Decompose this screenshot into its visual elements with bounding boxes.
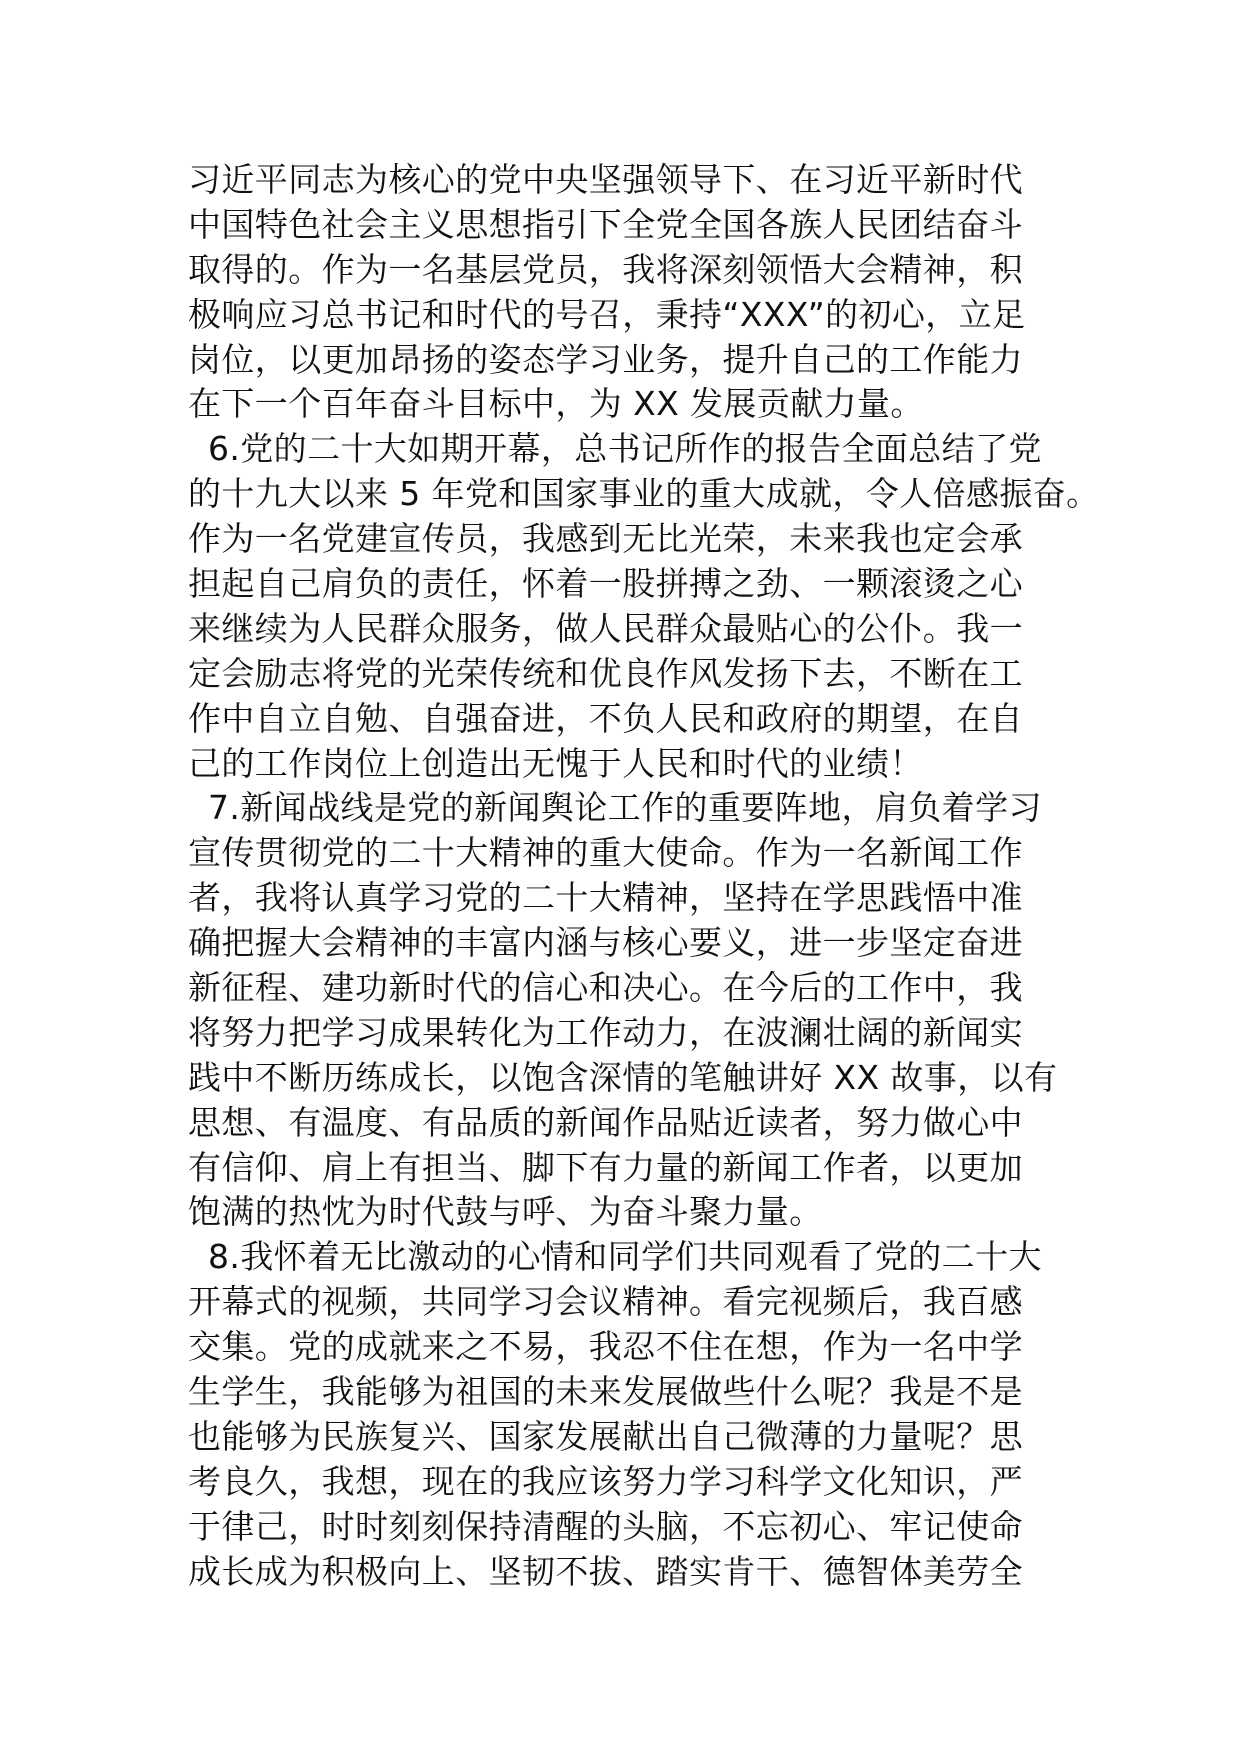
text-line: 新征程、建功新时代的信心和决心。在今后的工作中，我 <box>188 968 1023 1008</box>
paragraph-continued <box>188 158 1054 427</box>
text-line: 饱满的热忱为时代鼓与呼、为奋斗聚力量。 <box>188 1192 823 1232</box>
paragraph-7 <box>188 786 1058 1235</box>
text-line: 开幕式的视频，共同学习会议精神。看完视频后，我百感 <box>188 1282 1023 1322</box>
text-line: 于律己，时时刻刻保持清醒的头脑，不忘初心、牢记使命 <box>188 1506 1023 1546</box>
text-line: 8.我怀着无比激动的心情和同学们共同观看了党的二十大 <box>208 1237 1042 1277</box>
text-line: 6.党的二十大如期开幕，总书记所作的报告全面总结了党 <box>208 429 1042 469</box>
text-line: 中国特色社会主义思想指引下全党全国各族人民团结奋斗 <box>188 204 1023 244</box>
paragraph-8 <box>188 1235 1054 1594</box>
text-line: 成长成为积极向上、坚韧不拔、踏实肯干、德智体美劳全 <box>188 1551 1023 1591</box>
text-line: 思想、有温度、有品质的新闻作品贴近读者，努力做心中 <box>188 1102 1023 1142</box>
text-line: 将努力把学习成果转化为工作动力，在波澜壮阔的新闻实 <box>188 1012 1023 1052</box>
text-line: 考良久，我想，现在的我应该努力学习科学文化知识，严 <box>188 1461 1023 1501</box>
text-line: 担起自己肩负的责任，怀着一股拼搏之劲、一颗滚烫之心 <box>188 564 1023 604</box>
text-line: 交集。党的成就来之不易，我忍不住在想，作为一名中学 <box>188 1327 1023 1367</box>
text-line: 确把握大会精神的丰富内涵与核心要义，进一步坚定奋进 <box>188 923 1023 963</box>
paragraph-6 <box>188 427 1100 786</box>
text-line: 者，我将认真学习党的二十大精神，坚持在学思践悟中准 <box>188 878 1023 918</box>
text-line: 岗位，以更加昂扬的姿态学习业务，提升自己的工作能力 <box>188 339 1023 379</box>
text-line: 生学生，我能够为祖国的未来发展做些什么呢？我是不是 <box>188 1372 1023 1412</box>
text-line: 极响应习总书记和时代的号召，秉持“XXX”的初心，立足 <box>188 294 1026 334</box>
text-line: 作为一名党建宣传员，我感到无比光荣，未来我也定会承 <box>188 519 1023 559</box>
text-line: 己的工作岗位上创造出无愧于人民和时代的业绩！ <box>188 743 923 783</box>
text-line: 7.新闻战线是党的新闻舆论工作的重要阵地，肩负着学习 <box>208 788 1042 828</box>
text-line: 也能够为民族复兴、国家发展献出自己微薄的力量呢？思 <box>188 1416 1023 1456</box>
text-line: 作中自立自勉、自强奋进，不负人民和政府的期望，在自 <box>188 698 1023 738</box>
text-line: 宣传贯彻党的二十大精神的重大使命。作为一名新闻工作 <box>188 833 1023 873</box>
text-line: 习近平同志为核心的党中央坚强领导下、在习近平新时代 <box>188 160 1023 199</box>
document-body <box>188 158 1100 1595</box>
text-line: 来继续为人民群众服务，做人民群众最贴心的公仆。我一 <box>188 608 1023 648</box>
text-line: 在下一个百年奋斗目标中，为 XX 发展贡献力量。 <box>188 384 924 424</box>
text-line: 取得的。作为一名基层党员，我将深刻领悟大会精神，积 <box>188 249 1023 289</box>
text-line: 践中不断历练成长，以饱含深情的笔触讲好 XX 故事，以有 <box>188 1057 1058 1097</box>
text-line: 定会励志将党的光荣传统和优良作风发扬下去，不断在工 <box>188 653 1023 693</box>
text-line: 有信仰、肩上有担当、脚下有力量的新闻工作者，以更加 <box>188 1147 1023 1187</box>
text-line: 的十九大以来 5 年党和国家事业的重大成就，令人倍感振奋。 <box>188 474 1100 514</box>
